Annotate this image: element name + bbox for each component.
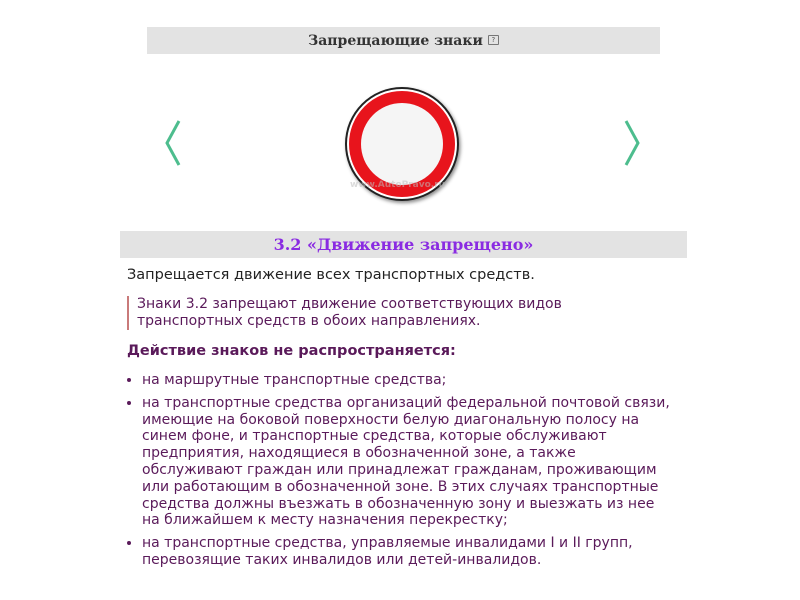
watermark: www.AutoPravo.ru [350,180,446,190]
bullet-icon [127,541,131,545]
exceptions-list [127,372,687,569]
chevron-left-icon[interactable] [163,118,183,168]
list-item-text: на транспортные средства, управляемые инвалидами I и II групп, перевозящие таких инвалидов или детей-инвалидов. [142,535,633,568]
list-item [127,395,672,529]
intro-text: Запрещается движение всех транспортных средств. [127,267,535,283]
sign-description [127,265,687,575]
list-item [127,535,672,569]
list-item-text: на транспортные средства организаций федеральной почтовой связи, имеющие на боковой поверхности белую диагональную полосу на синем фоне, и транспортные средства, которые обслуживают предприятия, находящиеся в обозначенной зоне, а также обслуживают граждан или принадлежат гражданам, проживающим или работающим в обозначенной зоне. В этих случаях транспортные средства должны въезжать в обозначенную зону и выезжать из нее на ближайшем к месту назначения перекрестку; [142,394,670,529]
category-title: Запрещающие знаки [308,32,483,49]
list-item [127,372,672,389]
list-item-text: на маршрутные транспортные средства; [142,372,447,388]
category-header [147,27,660,54]
chevron-right-icon[interactable] [622,118,642,168]
bullet-icon [127,401,131,405]
bullet-icon [127,378,131,382]
note-quote: Знаки 3.2 запрещают движение соответствующих видов транспортных средств в обоих направлениях. [127,296,607,330]
help-icon[interactable]: ? [488,35,499,45]
sign-title: 3.2 «Движение запрещено» [120,231,687,258]
exceptions-heading: Действие знаков не распространяется: [127,343,456,359]
